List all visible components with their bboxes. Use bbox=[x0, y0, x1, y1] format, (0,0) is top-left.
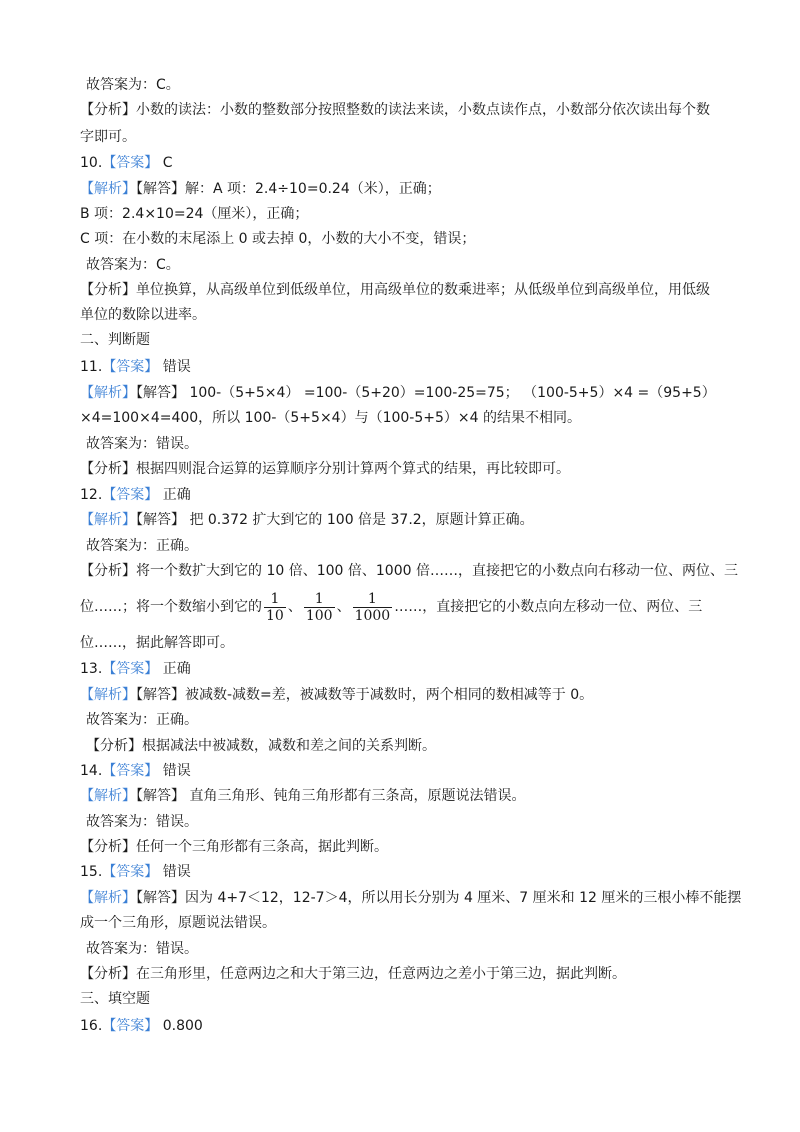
text-line: 成一个三角形，原题说法错误。 bbox=[80, 915, 276, 931]
question-11-header bbox=[80, 358, 191, 376]
fraction-numerator: 1 bbox=[270, 590, 280, 607]
solution-text: 【解答】 100-（5+5×4） =100-（5+20）=100-25=75； （100-5+5）×4 =（95+5） bbox=[136, 385, 716, 401]
analysis-line: 【分析】根据减法中被减数，减数和差之间的关系判断。 bbox=[86, 738, 436, 754]
jiexi-tag: 【解析】 bbox=[80, 181, 136, 197]
text-line: 位……，据此解答即可。 bbox=[80, 635, 234, 651]
question-number: 12. bbox=[80, 487, 103, 503]
analysis-line: 【分析】任何一个三角形都有三条高，据此判断。 bbox=[80, 839, 388, 855]
text-segment: 位……；将一个数缩小到它的 bbox=[80, 599, 262, 615]
jiexi-tag: 【解析】 bbox=[80, 890, 136, 906]
question-16-header bbox=[80, 1017, 203, 1035]
jiexi-tag: 【解析】 bbox=[80, 512, 136, 528]
fraction-denominator: 100 bbox=[305, 607, 333, 624]
answer-value: 错误 bbox=[162, 359, 191, 375]
answer-tag: 【答案】 bbox=[102, 864, 159, 880]
question-10-header bbox=[80, 154, 173, 172]
solution-text: 【解答】 把 0.372 扩大到它的 100 倍是 37.2，原题计算正确。 bbox=[136, 512, 534, 528]
answer-value: 错误 bbox=[162, 864, 191, 880]
separator: 、 bbox=[336, 599, 351, 615]
jiexi-tag: 【解析】 bbox=[80, 788, 136, 804]
answer-tag: 【答案】 bbox=[102, 155, 159, 171]
text-segment: ……，直接把它的小数点向左移动一位、两位、三 bbox=[394, 599, 703, 615]
text-line: 故答案为：错误。 bbox=[86, 436, 198, 452]
answer-tag: 【答案】 bbox=[102, 359, 159, 375]
fraction-line bbox=[80, 590, 702, 624]
jiexi-tag: 【解析】 bbox=[80, 385, 136, 401]
text-line: 字即可。 bbox=[80, 129, 136, 145]
question-12-header bbox=[80, 486, 191, 504]
answer-value: 正确 bbox=[162, 487, 191, 503]
fraction-1-10 bbox=[264, 591, 286, 624]
fraction-numerator: 1 bbox=[367, 590, 377, 607]
text-line: B 项：2.4×10=24（厘米），正确； bbox=[80, 206, 309, 222]
analysis-line: 【分析】单位换算，从高级单位到低级单位，用高级单位的数乘进率；从低级单位到高级单位，用低级 bbox=[80, 282, 710, 298]
question-13-header bbox=[80, 660, 191, 678]
answer-value: 错误 bbox=[162, 763, 191, 779]
section-heading: 三、填空题 bbox=[80, 991, 150, 1007]
question-11-solution bbox=[80, 384, 716, 402]
question-number: 14. bbox=[80, 763, 103, 779]
text-line: C 项：在小数的末尾添上 0 或去掉 0，小数的大小不变，错误； bbox=[80, 231, 476, 247]
solution-text: 【解答】因为 4+7＜12，12-7＞4，所以用长分别为 4 厘米、7 厘米和 12 厘米的三根小棒不能摆 bbox=[136, 890, 742, 906]
solution-text: 【解答】被减数-减数=差，被减数等于减数时，两个相同的数相减等于 0。 bbox=[136, 687, 594, 703]
text-line: 故答案为：错误。 bbox=[86, 941, 198, 957]
question-number: 10. bbox=[80, 155, 103, 171]
answer-tag: 【答案】 bbox=[102, 1018, 159, 1034]
answer-tag: 【答案】 bbox=[102, 661, 159, 677]
fraction-numerator: 1 bbox=[314, 590, 324, 607]
analysis-line: 【分析】小数的读法：小数的整数部分按照整数的读法来读，小数点读作点，小数部分依次读出每个数 bbox=[80, 102, 710, 118]
analysis-line: 【分析】将一个数扩大到它的 10 倍、100 倍、1000 倍……，直接把它的小数点向右移动一位、两位、三 bbox=[80, 563, 738, 579]
text-line: 单位的数除以进率。 bbox=[80, 307, 206, 323]
text-line: 故答案为：错误。 bbox=[86, 814, 198, 830]
text-line: 故答案为：正确。 bbox=[86, 538, 198, 554]
question-13-solution bbox=[80, 686, 593, 704]
fraction-denominator: 1000 bbox=[354, 607, 391, 624]
text-line: 故答案为：C。 bbox=[86, 77, 180, 93]
fraction-1-100 bbox=[304, 591, 335, 624]
jiexi-tag: 【解析】 bbox=[80, 687, 136, 703]
question-15-solution bbox=[80, 889, 741, 907]
text-line: 故答案为：C。 bbox=[86, 257, 180, 273]
answer-tag: 【答案】 bbox=[102, 487, 159, 503]
question-14-solution bbox=[80, 787, 525, 805]
question-number: 16. bbox=[80, 1018, 103, 1034]
question-15-header bbox=[80, 863, 191, 881]
text-line: 故答案为：正确。 bbox=[86, 712, 198, 728]
answer-value: 0.800 bbox=[162, 1018, 203, 1034]
solution-text: 【解答】 直角三角形、钝角三角形都有三条高，原题说法错误。 bbox=[136, 788, 526, 804]
answer-value: C bbox=[162, 155, 173, 171]
answer-value: 正确 bbox=[162, 661, 191, 677]
question-number: 11. bbox=[80, 359, 103, 375]
fraction-1-1000 bbox=[353, 591, 393, 624]
answer-tag: 【答案】 bbox=[102, 763, 159, 779]
question-number: 15. bbox=[80, 864, 103, 880]
solution-text: 【解答】解：A 项：2.4÷10=0.24（米），正确； bbox=[136, 181, 441, 197]
question-14-header bbox=[80, 762, 191, 780]
question-number: 13. bbox=[80, 661, 103, 677]
text-line: ×4=100×4=400，所以 100-（5+5×4）与（100-5+5）×4 的结果不相同。 bbox=[80, 410, 581, 426]
analysis-line: 【分析】根据四则混合运算的运算顺序分别计算两个算式的结果，再比较即可。 bbox=[80, 461, 570, 477]
section-heading: 二、判断题 bbox=[80, 332, 150, 348]
question-10-solution bbox=[80, 180, 441, 198]
separator: 、 bbox=[287, 599, 302, 615]
analysis-line: 【分析】在三角形里，任意两边之和大于第三边，任意两边之差小于第三边，据此判断。 bbox=[80, 966, 626, 982]
question-12-solution bbox=[80, 511, 534, 529]
fraction-denominator: 10 bbox=[266, 607, 284, 624]
